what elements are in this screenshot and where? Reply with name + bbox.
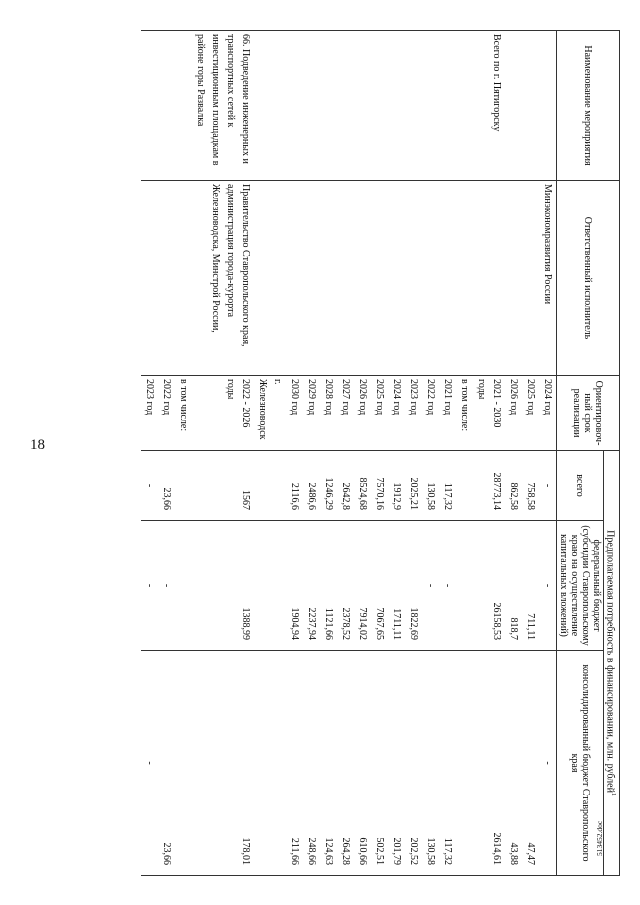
financing-table (141, 30, 620, 876)
table-row (505, 31, 522, 876)
table-row (158, 31, 175, 876)
executor-cell: Правительство Ставропольского края, администрация города-курорта Железноводска, Минстрой России, (192, 181, 254, 376)
regional-cell: 264,28 (337, 651, 354, 876)
footnote-marker: 1 (610, 792, 616, 796)
total-cell: 130,58 (422, 451, 439, 521)
measure-name-cell (337, 31, 354, 181)
measure-name-cell (254, 31, 286, 181)
regional-cell (254, 651, 286, 876)
total-cell: - (539, 451, 557, 521)
period-cell: 2024 год (388, 376, 405, 451)
table-row (422, 31, 439, 876)
table-row (388, 31, 405, 876)
table-row (141, 31, 158, 876)
measure-name-cell: 66. Подведение инженерных и транспортных сетей к инвестиционным площадкам в районе горы Развалка (192, 31, 254, 181)
table-row (473, 31, 505, 876)
executor-cell (522, 181, 539, 376)
table-row (337, 31, 354, 876)
regional-cell: 117,32 (439, 651, 456, 876)
header-funding-label: Предполагаемая потребность в финансировании, млн. рублей (604, 530, 616, 793)
executor-cell (439, 181, 456, 376)
table-row (439, 31, 456, 876)
executor-cell (320, 181, 337, 376)
federal-cell (254, 521, 286, 651)
executor-cell (473, 181, 505, 376)
measure-name-cell (505, 31, 522, 181)
measure-name-cell (354, 31, 371, 181)
total-cell: 23,66 (158, 451, 175, 521)
executor-cell (388, 181, 405, 376)
executor-cell (141, 181, 158, 376)
federal-cell: 2237,94 (303, 521, 320, 651)
period-cell: 2025 год (522, 376, 539, 451)
period-cell: 2022 год (422, 376, 439, 451)
federal-cell: - (539, 521, 557, 651)
period-cell: 2030 год (286, 376, 303, 451)
federal-cell: 1904,94 (286, 521, 303, 651)
table-row (320, 31, 337, 876)
total-cell: 1246,29 (320, 451, 337, 521)
federal-cell: 1822,69 (405, 521, 422, 651)
regional-cell: 23,66 (158, 651, 175, 876)
period-cell: 2021 - 2030 годы (473, 376, 505, 451)
rotated-table-container (40, 30, 620, 875)
table-row (354, 31, 371, 876)
federal-cell: 1711,11 (388, 521, 405, 651)
period-cell: 2026 год (505, 376, 522, 451)
header-row-top (603, 31, 619, 876)
executor-cell (456, 181, 473, 376)
measure-name-cell (388, 31, 405, 181)
period-cell: 2021 год (439, 376, 456, 451)
header-federal: федеральный бюджет (субсидии Ставропольскому краю на осуществление капитальных вложений) (556, 521, 603, 651)
measure-name-cell (286, 31, 303, 181)
regional-cell: 178,01 (192, 651, 254, 876)
period-cell: 2026 год (354, 376, 371, 451)
measure-name-cell (303, 31, 320, 181)
regional-cell: - (539, 651, 557, 876)
regional-cell: 124,63 (320, 651, 337, 876)
regional-cell: 211,66 (286, 651, 303, 876)
measure-name-cell: Всего по г. Пятигорску (473, 31, 505, 181)
total-cell: 28773,14 (473, 451, 505, 521)
regional-cell: 47,47 (522, 651, 539, 876)
total-cell (254, 451, 286, 521)
regional-cell: - (141, 651, 158, 876)
table-row (175, 31, 192, 876)
federal-cell: - (422, 521, 439, 651)
executor-cell (505, 181, 522, 376)
federal-cell: 26158,53 (473, 521, 505, 651)
total-cell: 1567 (192, 451, 254, 521)
measure-name-cell (539, 31, 557, 181)
measure-name-cell (405, 31, 422, 181)
period-cell: 2022 - 2026 годы (192, 376, 254, 451)
regional-cell: 610,66 (354, 651, 371, 876)
regional-cell: 248,66 (303, 651, 320, 876)
table-body (141, 31, 557, 876)
total-cell: 117,32 (439, 451, 456, 521)
table-row (286, 31, 303, 876)
header-total: всего (556, 451, 603, 521)
federal-cell: 1388,99 (192, 521, 254, 651)
executor-cell (158, 181, 175, 376)
federal-cell: 7914,02 (354, 521, 371, 651)
measure-name-cell (158, 31, 175, 181)
federal-cell: 711,11 (522, 521, 539, 651)
measure-name-cell (439, 31, 456, 181)
executor-cell (422, 181, 439, 376)
page-number: 18 (30, 437, 45, 453)
table-row (456, 31, 473, 876)
period-cell: в том числе: (175, 376, 192, 451)
total-cell: - (141, 451, 158, 521)
table-row (405, 31, 422, 876)
executor-cell (254, 181, 286, 376)
measure-name-cell (141, 31, 158, 181)
regional-cell (456, 651, 473, 876)
federal-cell: 7067,65 (371, 521, 388, 651)
regional-cell (175, 651, 192, 876)
header-executor: Ответственный исполнитель (556, 181, 619, 376)
table-row (254, 31, 286, 876)
federal-cell: 2378,52 (337, 521, 354, 651)
federal-cell: 818,7 (505, 521, 522, 651)
document-footer: 513452.doc (595, 820, 604, 856)
measure-name-cell (175, 31, 192, 181)
measure-name-cell (522, 31, 539, 181)
executor-cell (337, 181, 354, 376)
executor-cell (303, 181, 320, 376)
table-row (539, 31, 557, 876)
period-cell: 2025 год (371, 376, 388, 451)
executor-cell (354, 181, 371, 376)
header-funding-group (603, 451, 619, 876)
executor-cell (405, 181, 422, 376)
total-cell: 2025,21 (405, 451, 422, 521)
period-cell: 2022 год (158, 376, 175, 451)
table-row (192, 31, 254, 876)
regional-cell: 502,51 (371, 651, 388, 876)
total-cell (456, 451, 473, 521)
period-cell: в том числе: (456, 376, 473, 451)
total-cell (175, 451, 192, 521)
measure-name-cell (320, 31, 337, 181)
total-cell: 2116,6 (286, 451, 303, 521)
regional-cell: 130,58 (422, 651, 439, 876)
total-cell: 2642,8 (337, 451, 354, 521)
table-row (522, 31, 539, 876)
measure-name-cell (422, 31, 439, 181)
total-cell: 8524,68 (354, 451, 371, 521)
federal-cell: - (141, 521, 158, 651)
period-cell: 2029 год (303, 376, 320, 451)
executor-cell (175, 181, 192, 376)
regional-cell: 2614,61 (473, 651, 505, 876)
period-cell: 2024 год (539, 376, 557, 451)
federal-cell (175, 521, 192, 651)
period-cell: 2027 год (337, 376, 354, 451)
measure-name-cell (456, 31, 473, 181)
regional-cell: 201,79 (388, 651, 405, 876)
executor-cell (286, 181, 303, 376)
regional-cell: 202,52 (405, 651, 422, 876)
table-row (303, 31, 320, 876)
total-cell: 2486,6 (303, 451, 320, 521)
total-cell: 1912,9 (388, 451, 405, 521)
executor-cell: Минэкономразвития России (539, 181, 557, 376)
period-cell: 2028 год (320, 376, 337, 451)
header-regional: консолидированный бюджет Ставропольского края (556, 651, 603, 876)
federal-cell (456, 521, 473, 651)
federal-cell: - (158, 521, 175, 651)
executor-cell (371, 181, 388, 376)
regional-cell: 43,88 (505, 651, 522, 876)
period-cell: г. Железноводск (254, 376, 286, 451)
header-name: Наименование мероприятия (556, 31, 619, 181)
federal-cell: 1121,66 (320, 521, 337, 651)
total-cell: 7570,16 (371, 451, 388, 521)
header-period: Ориентировоч-ный срок реализации (556, 376, 619, 451)
federal-cell: - (439, 521, 456, 651)
period-cell: 2023 год (141, 376, 158, 451)
table-row (371, 31, 388, 876)
total-cell: 862,58 (505, 451, 522, 521)
total-cell: 758,58 (522, 451, 539, 521)
measure-name-cell (371, 31, 388, 181)
period-cell: 2023 год (405, 376, 422, 451)
